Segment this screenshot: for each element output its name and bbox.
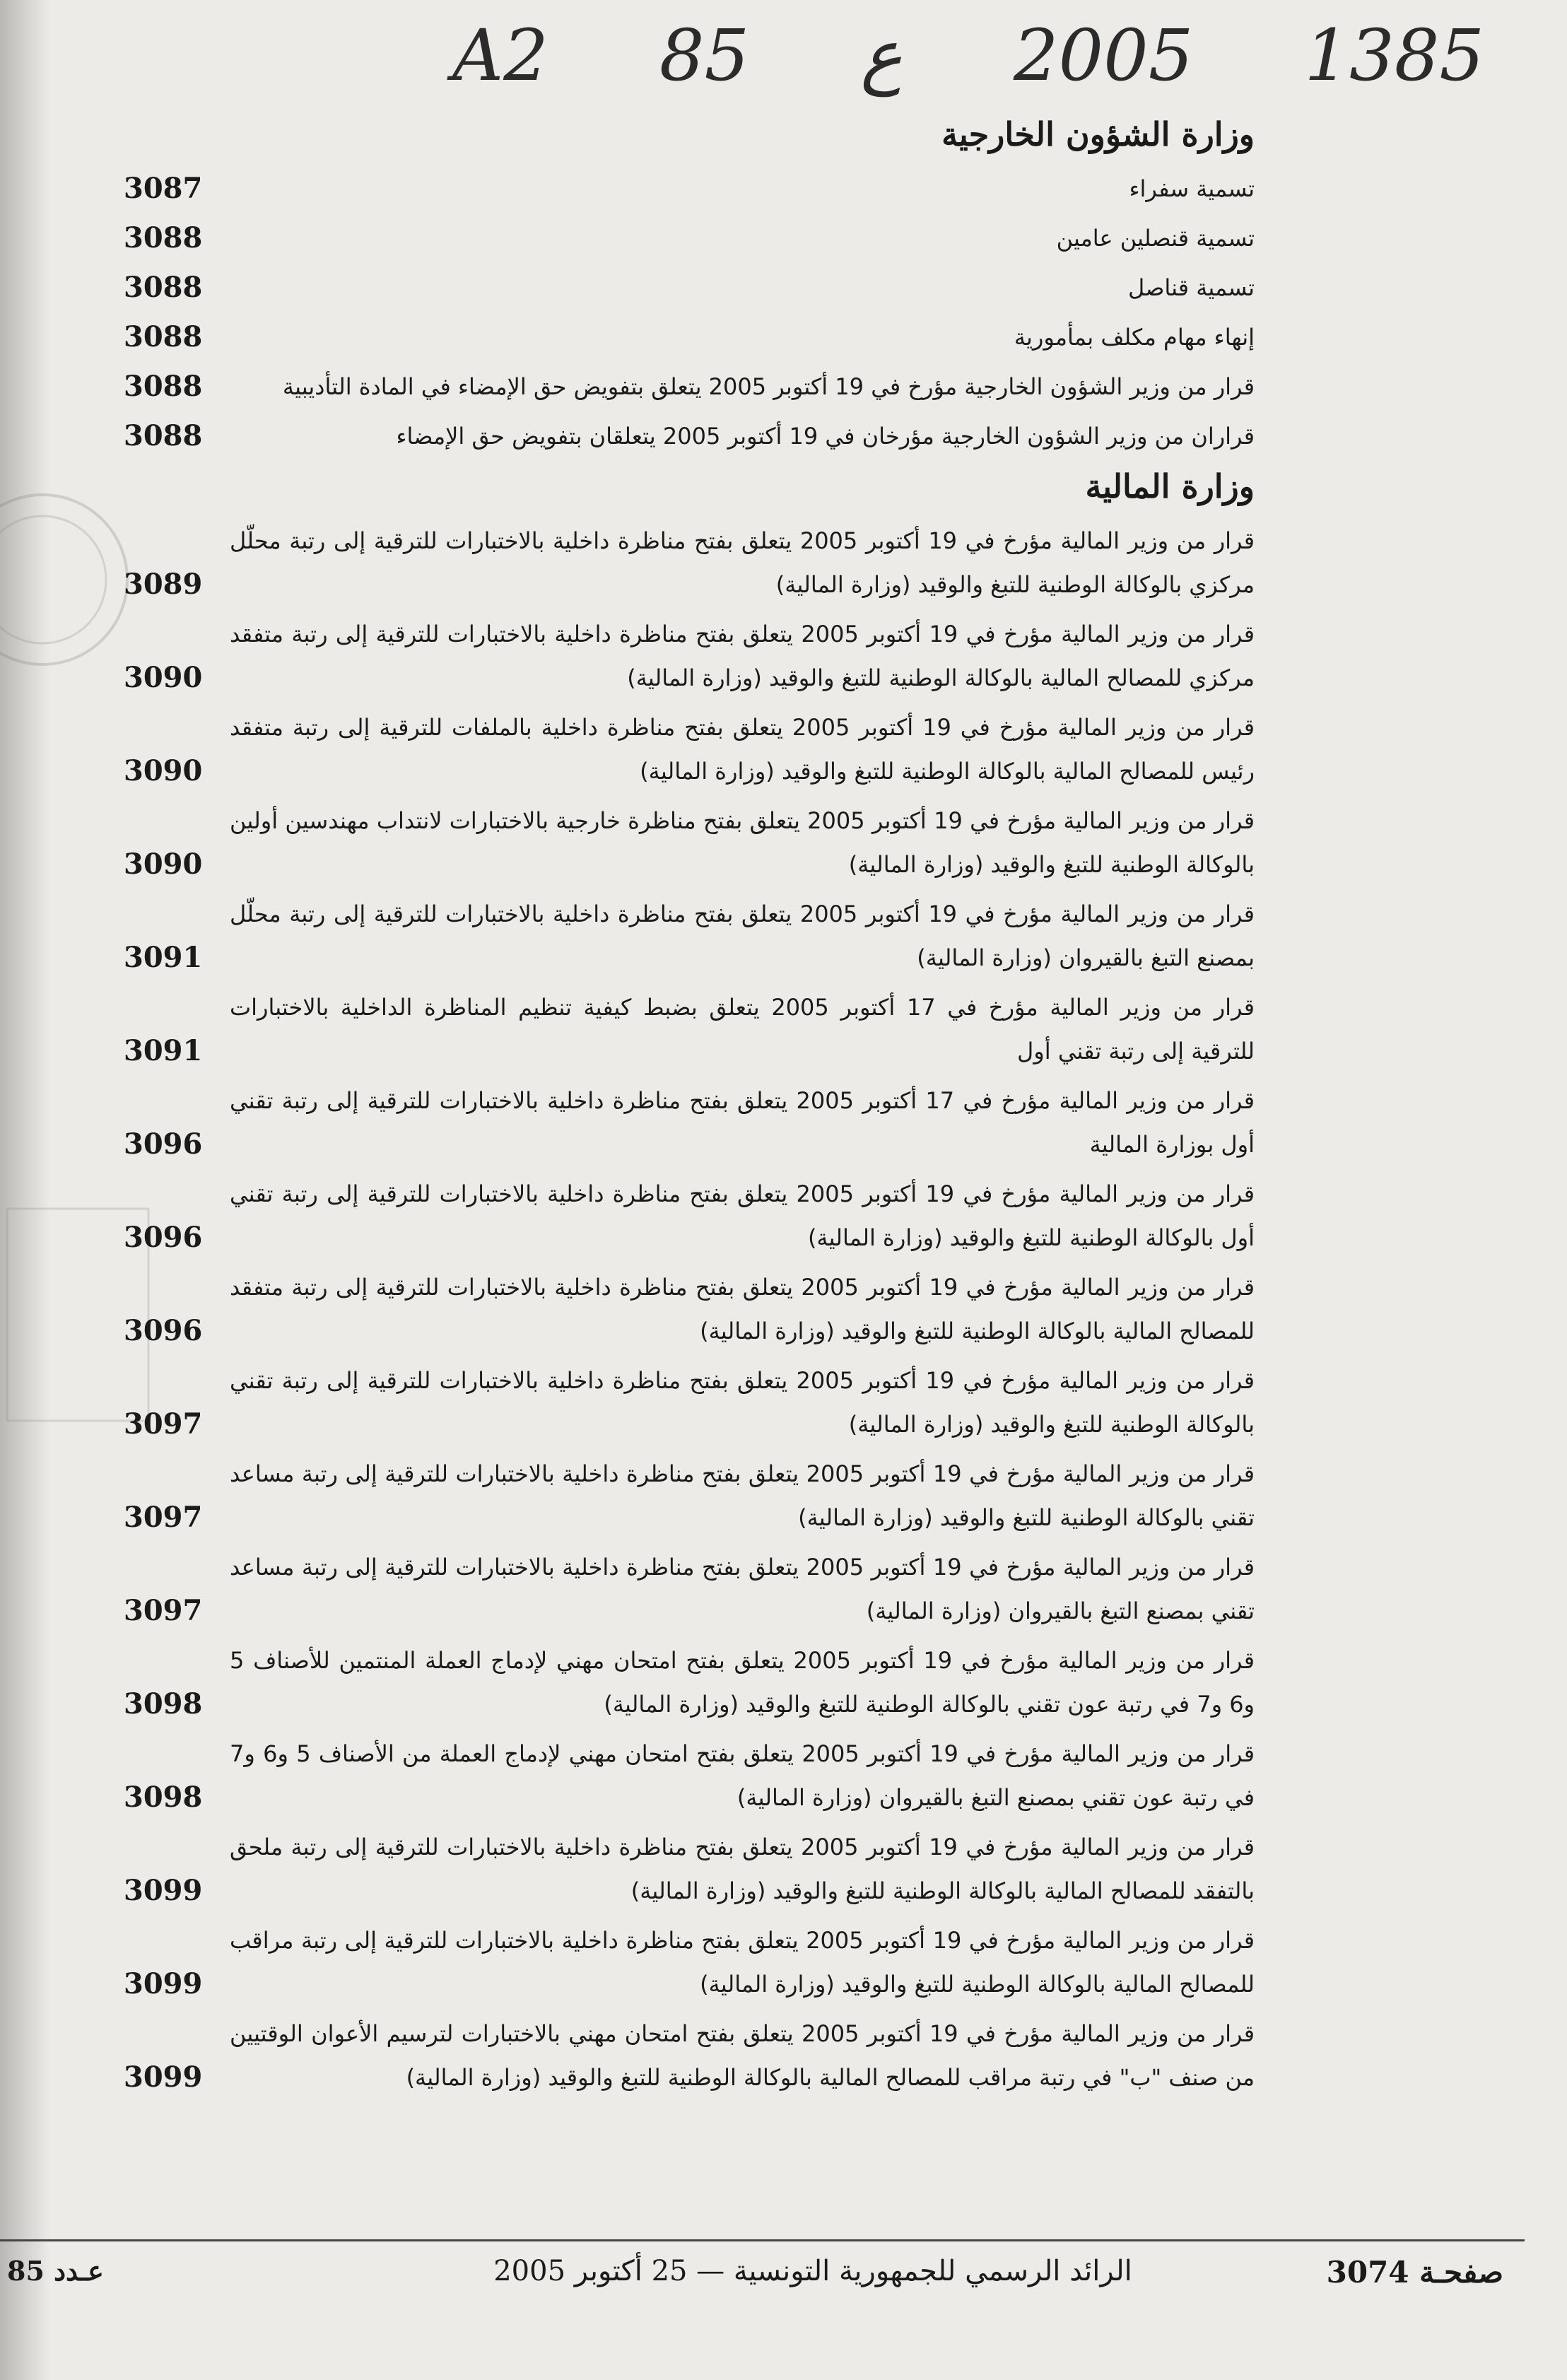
toc-entry [124, 167, 1255, 211]
entry-page: 3099 [124, 2060, 203, 2094]
toc-entry [124, 892, 1255, 980]
toc-entry [124, 2012, 1255, 2099]
table-of-contents [124, 106, 1255, 2105]
entry-page: 3088 [124, 320, 203, 353]
entry-page: 3089 [124, 568, 203, 601]
entry-text: قراران من وزير الشؤون الخارجية مؤرخان في 19 أكتوبر 2005 يتعلقان بتفويض حق الإمضاء [396, 423, 1255, 450]
toc-entry [124, 315, 1255, 359]
toc-entry [124, 1452, 1255, 1540]
toc-entry [124, 985, 1255, 1073]
toc-entry [124, 1825, 1255, 1913]
entry-text: إنهاء مهام مكلف بمأمورية [1014, 324, 1255, 351]
entry-page: 3087 [124, 172, 203, 205]
toc-entry [124, 365, 1255, 409]
entry-text: قرار من وزير المالية مؤرخ في 19 أكتوبر 2005 يتعلق بفتح مناظرة داخلية بالملفات للترقية إلى رتبة متفقد رئيس للمصالح المالية بالوكالة الوطنية للتبغ والوقيد (وزارة المالية) [230, 714, 1255, 785]
section-finance [124, 464, 1255, 2099]
entry-text: قرار من وزير المالية مؤرخ في 19 أكتوبر 2005 يتعلق بفتح مناظرة خارجية بالاختبارات لانتداب مهندسين أولين بالوكالة الوطنية للتبغ والوقيد (وزارة المالية) [230, 807, 1255, 878]
entry-text: قرار من وزير المالية مؤرخ في 19 أكتوبر 2005 يتعلق بفتح مناظرة داخلية بالاختبارات للترقية إلى رتبة متفقد للمصالح المالية بالوكالة الوطنية للتبغ والوقيد (وزارة المالية) [230, 1274, 1255, 1344]
entry-page: 3097 [124, 1501, 203, 1534]
toc-entry [124, 1172, 1255, 1260]
entry-text: قرار من وزير المالية مؤرخ في 19 أكتوبر 2005 يتعلق بفتح مناظرة داخلية بالاختبارات للترقية إلى رتبة محلّل بمصنع التبغ بالقيروان (وزارة المالية) [230, 901, 1255, 971]
toc-entry [124, 1545, 1255, 1633]
entry-text: قرار من وزير المالية مؤرخ في 19 أكتوبر 2005 يتعلق بفتح امتحان مهني لإدماج العملة المنتمين للأصناف 5 و6 و7 في رتبة عون تقني بالوكالة الوطنية للتبغ والوقيد (وزارة المالية) [230, 1647, 1255, 1718]
entry-page: 3088 [124, 271, 203, 304]
toc-entry [124, 414, 1255, 458]
section-title: وزارة الشؤون الخارجية [941, 115, 1255, 153]
handwritten-issue: 85 [659, 14, 750, 97]
entry-text: قرار من وزير الشؤون الخارجية مؤرخ في 19 أكتوبر 2005 يتعلق بتفويض حق الإمضاء في المادة التأديبية [282, 373, 1255, 400]
entry-page: 3099 [124, 1967, 203, 2000]
footer-rule [0, 2239, 1525, 2241]
entry-page: 3090 [124, 661, 203, 694]
section-foreign-affairs [124, 112, 1255, 458]
entry-text: قرار من وزير المالية مؤرخ في 19 أكتوبر 2005 يتعلق بفتح مناظرة داخلية بالاختبارات للترقية إلى رتبة مساعد تقني بالوكالة الوطنية للتبغ والوقيد (وزارة المالية) [230, 1460, 1255, 1531]
handwritten-letter: ع [860, 14, 903, 97]
handwritten-code: A2 [452, 14, 548, 97]
footer-issue-number: عـدد 85 [7, 2255, 104, 2287]
entry-page: 3091 [124, 1034, 203, 1067]
entry-page: 3090 [124, 754, 203, 787]
toc-entry [124, 1265, 1255, 1353]
entry-page: 3091 [124, 941, 203, 974]
toc-entry [124, 799, 1255, 886]
entry-page: 3090 [124, 848, 203, 881]
handwritten-number: 1385 [1304, 14, 1484, 97]
entry-text: قرار من وزير المالية مؤرخ في 19 أكتوبر 2005 يتعلق بفتح مناظرة داخلية بالاختبارات للترقية إلى رتبة تقني أول بالوكالة الوطنية للتبغ والوقيد (وزارة المالية) [230, 1180, 1255, 1251]
entry-text: تسمية سفراء [1129, 175, 1255, 202]
toc-entry [124, 216, 1255, 260]
entry-text: قرار من وزير المالية مؤرخ في 19 أكتوبر 2005 يتعلق بفتح مناظرة داخلية بالاختبارات للترقية إلى رتبة تقني بالوكالة الوطنية للتبغ والوقيد (وزارة المالية) [230, 1367, 1255, 1438]
handwritten-year: 2005 [1013, 14, 1194, 97]
entry-text: قرار من وزير المالية مؤرخ في 19 أكتوبر 2005 يتعلق بفتح مناظرة داخلية بالاختبارات للترقية إلى رتبة ملحق بالتفقد للمصالح المالية بالوكالة الوطنية للتبغ والوقيد (وزارة المالية) [230, 1834, 1255, 1904]
entry-page: 3097 [124, 1594, 203, 1627]
entry-page: 3098 [124, 1687, 203, 1720]
entry-text: قرار من وزير المالية مؤرخ في 19 أكتوبر 2005 يتعلق بفتح امتحان مهني بالاختبارات لترسيم الأعوان الوقتيين من صنف "ب" في رتبة مراقب للمصالح المالية بالوكالة الوطنية للتبغ والوقيد (وزارة المالية) [230, 2020, 1255, 2091]
toc-entry [124, 1079, 1255, 1166]
toc-entry [124, 1732, 1255, 1819]
toc-entry [124, 612, 1255, 700]
entry-page: 3098 [124, 1781, 203, 1814]
toc-entry [124, 1639, 1255, 1726]
entry-text: قرار من وزير المالية مؤرخ في 17 أكتوبر 2005 يتعلق بضبط كيفية تنظيم المناظرة الداخلية بالاختبارات للترقية إلى رتبة تقني أول [230, 994, 1255, 1065]
entry-page: 3088 [124, 370, 203, 403]
entry-text: قرار من وزير المالية مؤرخ في 19 أكتوبر 2005 يتعلق بفتح مناظرة داخلية بالاختبارات للترقية إلى رتبة مراقب للمصالح المالية بالوكالة الوطنية للتبغ والوقيد (وزارة المالية) [230, 1927, 1255, 1998]
page-footer [0, 2255, 1567, 2304]
toc-entry [124, 266, 1255, 310]
toc-entry [124, 1359, 1255, 1446]
handwritten-annotation [452, 14, 1484, 106]
entry-page: 3096 [124, 1127, 203, 1161]
entry-page: 3088 [124, 221, 203, 254]
entry-text: تسمية قناصل [1127, 274, 1255, 301]
entry-page: 3099 [124, 1874, 203, 1907]
entry-page: 3097 [124, 1407, 203, 1441]
entry-page: 3088 [124, 419, 203, 452]
footer-page-number: صفحـة 3074 [1326, 2255, 1503, 2290]
entry-text: قرار من وزير المالية مؤرخ في 19 أكتوبر 2005 يتعلق بفتح مناظرة داخلية بالاختبارات للترقية إلى رتبة متفقد مركزي للمصالح المالية بالوكالة الوطنية للتبغ والوقيد (وزارة المالية) [230, 621, 1255, 691]
entry-text: تسمية قنصلين عامين [1056, 225, 1255, 252]
entry-page: 3096 [124, 1221, 203, 1254]
entry-page: 3096 [124, 1314, 203, 1347]
toc-entry [124, 1918, 1255, 2006]
section-title: وزارة المالية [1085, 467, 1255, 505]
toc-entry [124, 705, 1255, 793]
entry-text: قرار من وزير المالية مؤرخ في 19 أكتوبر 2005 يتعلق بفتح مناظرة داخلية بالاختبارات للترقية إلى رتبة محلّل مركزي بالوكالة الوطنية للتبغ والوقيد (وزارة المالية) [230, 527, 1255, 598]
entry-text: قرار من وزير المالية مؤرخ في 19 أكتوبر 2005 يتعلق بفتح امتحان مهني لإدماج العملة من الأصناف 5 و6 و7 في رتبة عون تقني بمصنع التبغ بالقيروان (وزارة المالية) [230, 1740, 1255, 1811]
entry-text: قرار من وزير المالية مؤرخ في 17 أكتوبر 2005 يتعلق بفتح مناظرة داخلية بالاختبارات للترقية إلى رتبة تقني أول بوزارة المالية [230, 1087, 1255, 1158]
entry-text: قرار من وزير المالية مؤرخ في 19 أكتوبر 2005 يتعلق بفتح مناظرة داخلية بالاختبارات للترقية إلى رتبة مساعد تقني بمصنع التبغ بالقيروان (وزارة المالية) [230, 1554, 1255, 1624]
toc-entry [124, 519, 1255, 606]
footer-journal-title: الرائد الرسمي للجمهورية التونسية — 25 أكتوبر 2005 [493, 2255, 1132, 2287]
